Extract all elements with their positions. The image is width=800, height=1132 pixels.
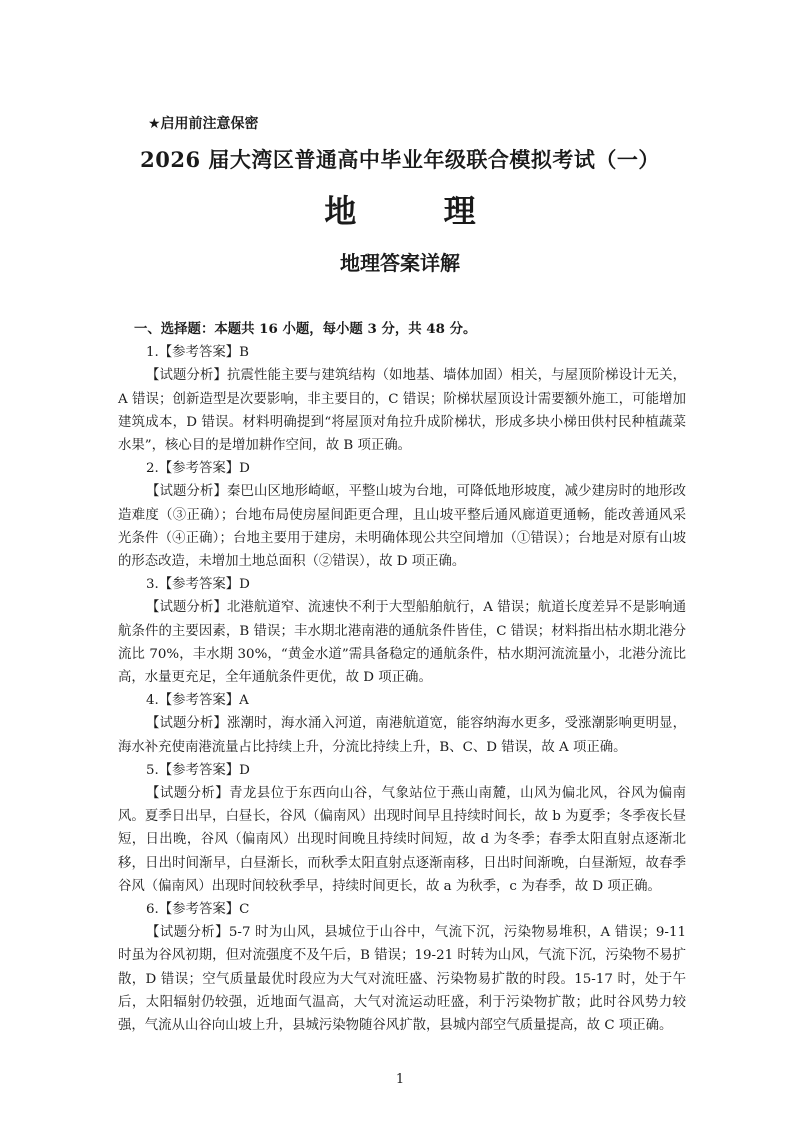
question-1-answer: 1.【参考答案】B xyxy=(146,345,249,361)
answer-content xyxy=(118,318,686,1037)
confidential-notice: ★启用前注意保密 xyxy=(148,116,259,132)
question-6-analysis: 【试题分析】5-7 时为山风，县城位于山谷中，气流下沉，污染物易堆积，A 错误；9-11 时虽为谷风初期，但对流强度不及午后，B 错误；19-21 时转为山风，气流下沉，污染物不易扩散，D 错误；空气质量最优时段应为大气对流旺盛、污染物易扩散的时段。15-17 时，处于午后，太阳辐射仍较强，近地面气温高，大气对流运动旺盛，利于污染物扩散；此时谷风势力较强，气流从山谷向山坡上升，县城污染物随谷风扩散，县城内部空气质量提高，故 C 项正确。 xyxy=(118,925,686,1034)
page-number: 1 xyxy=(395,1072,405,1087)
question-4-analysis: 【试题分析】涨潮时，海水涌入河道，南港航道宽，能容纳海水更多，受涨潮影响更明显，海水补充使南港流量占比持续上升，分流比持续上升，B、C、D 错误，故 A 项正确。 xyxy=(118,716,686,755)
question-2-analysis: 【试题分析】秦巴山区地形崎岖，平整山坡为台地，可降低地形坡度，减少建房时的地形改造难度（③正确）；台地布局使房屋间距更合理，且山坡平整后通风廊道更通畅，能改善通风采光条件（④正确）；台地主要用于建房，未明确体现公共空间增加（①错误）；台地是对原有山坡的形态改造，未增加土地总面积（②错误），故 D 项正确。 xyxy=(118,484,686,570)
question-3-answer: 3.【参考答案】D xyxy=(146,577,250,593)
question-6-answer: 6.【参考答案】C xyxy=(146,902,250,918)
question-4-answer: 4.【参考答案】A xyxy=(146,693,249,709)
question-5-answer: 5.【参考答案】D xyxy=(146,762,250,778)
question-1-analysis: 【试题分析】抗震性能主要与建筑结构（如地基、墙体加固）相关，与屋顶阶梯设计无关，A 错误；创新造型是次要影响，非主要目的，C 错误；阶梯状屋顶设计需要额外施工，可能增加建筑成本，D 错误。材料明确提到“将屋顶对角拉升成阶梯状，形成多块小梯田供村民种植蔬菜水果”，核心目的是增加耕作空间，故 B 项正确。 xyxy=(118,368,686,454)
question-3-analysis: 【试题分析】北港航道窄、流速快不利于大型船舶航行，A 错误；航道长度差异不是影响通航条件的主要因素，B 错误；丰水期北港南港的通航条件皆佳，C 错误；材料指出枯水期北港分流比 70%，丰水期 30%，“黄金水道”需具备稳定的通航条件，枯水期河流流量小，北港分流比高，水量更充足，全年通航条件更优，故 D 项正确。 xyxy=(118,600,686,686)
answer-key-title: 地理答案详解 xyxy=(340,251,460,275)
section-heading: 一、选择题：本题共 16 小题，每小题 3 分，共 48 分。 xyxy=(134,321,477,337)
subject-title: 地 理 xyxy=(324,192,514,230)
question-2-answer: 2.【参考答案】D xyxy=(146,461,250,477)
exam-title: 2026 届大湾区普通高中毕业年级联合模拟考试（一） xyxy=(140,147,660,172)
question-5-analysis: 【试题分析】青龙县位于东西向山谷，气象站位于燕山南麓，山风为偏北风，谷风为偏南风。夏季日出早，白昼长，谷风（偏南风）出现时间早且持续时间长，故 b 为夏季；冬季夜长昼短，日出晚，谷风（偏南风）出现时间晚且持续时间短，故 d 为冬季；春季太阳直射点逐渐北移，日出时间渐早，白昼渐长，而秋季太阳直射点逐渐南移，日出时间渐晚，白昼渐短，故春季谷风（偏南风）出现时间较秋季早，持续时间更长，故 a 为秋季，c 为春季，故 D 项正确。 xyxy=(118,786,686,894)
